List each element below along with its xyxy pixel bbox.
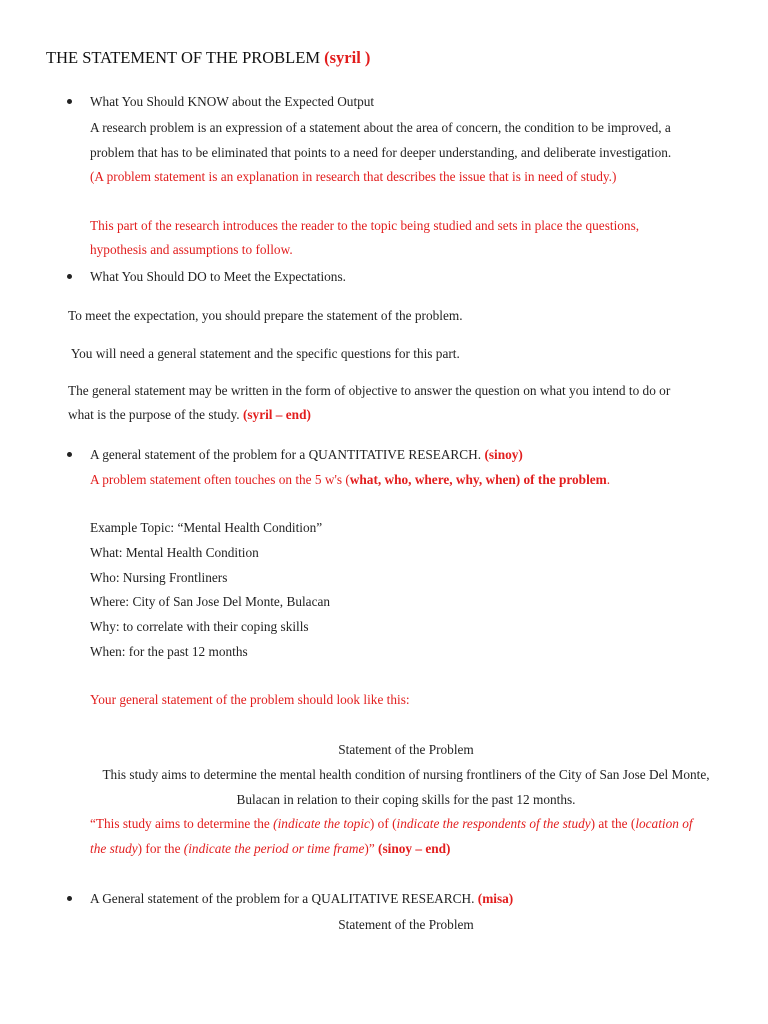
sop-body-line: This study aims to determine the mental health condition of nursing frontliners of the City of San Jose Del Monte, bbox=[102, 767, 710, 782]
paragraph: To meet the expectation, you should prepare the statement of the problem. bbox=[68, 308, 463, 323]
sop-heading: Statement of the Problem bbox=[338, 742, 474, 757]
red-paragraph-line: hypothesis and assumptions to follow. bbox=[90, 242, 293, 257]
author-tag: (sinoy – end) bbox=[378, 841, 451, 856]
author-tag: (syril – end) bbox=[242, 407, 311, 422]
page-title bbox=[46, 48, 370, 68]
example-when: When: for the past 12 months bbox=[90, 644, 248, 659]
bullet-qualitative: A General statement of the problem for a QUALITATIVE RESEARCH. (misa) bbox=[90, 891, 514, 906]
bullet-know: What You Should KNOW about the Expected Output bbox=[90, 94, 375, 109]
bullet-icon bbox=[67, 452, 72, 457]
sop-body-line: Bulacan in relation to their coping skills for the past 12 months. bbox=[236, 792, 576, 807]
title-text: THE STATEMENT OF THE PROBLEM bbox=[46, 48, 320, 67]
template-line: the study) for the (indicate the period or time frame)” (sinoy – end) bbox=[90, 841, 451, 856]
red-paragraph-line: This part of the research introduces the reader to the topic being studied and sets in place the questions, bbox=[90, 218, 640, 233]
bullet-icon bbox=[67, 99, 72, 104]
example-who: Who: Nursing Frontliners bbox=[90, 570, 228, 585]
example-why: Why: to correlate with their coping skills bbox=[90, 619, 309, 634]
author-tag: (syril ) bbox=[324, 48, 371, 67]
template-line: “This study aims to determine the (indicate the topic) of (indicate the respondents of the study) at the (location of bbox=[90, 816, 693, 831]
bullet-icon bbox=[67, 896, 72, 901]
bullet-do: What You Should DO to Meet the Expectations. bbox=[90, 269, 346, 284]
paragraph-line: problem that has to be eliminated that points to a need for deeper understanding, and deliberate investigation. bbox=[90, 145, 672, 160]
five-ws-line: A problem statement often touches on the 5 w's (what, who, where, why, when) of the problem. bbox=[90, 472, 611, 487]
sop-heading-qualitative: Statement of the Problem bbox=[338, 917, 474, 932]
example-topic: Example Topic: “Mental Health Condition” bbox=[90, 520, 323, 535]
paragraph: You will need a general statement and the specific questions for this part. bbox=[68, 346, 460, 361]
example-what: What: Mental Health Condition bbox=[90, 545, 259, 560]
bullet-icon bbox=[67, 274, 72, 279]
paragraph-line: what is the purpose of the study. (syril – end) bbox=[68, 407, 311, 422]
paragraph-line: A research problem is an expression of a statement about the area of concern, the condition to be improved, a bbox=[90, 120, 671, 135]
bullet-quantitative: A general statement of the problem for a QUANTITATIVE RESEARCH. (sinoy) bbox=[90, 447, 523, 462]
author-tag: (sinoy) bbox=[484, 447, 523, 462]
author-tag: (misa) bbox=[477, 891, 514, 906]
red-definition: (A problem statement is an explanation in research that describes the issue that is in need of study.) bbox=[90, 169, 617, 184]
example-where: Where: City of San Jose Del Monte, Bulacan bbox=[90, 594, 331, 609]
paragraph-line: The general statement may be written in the form of objective to answer the question on what you intend to do or bbox=[68, 383, 671, 398]
look-like-line: Your general statement of the problem should look like this: bbox=[90, 692, 410, 707]
